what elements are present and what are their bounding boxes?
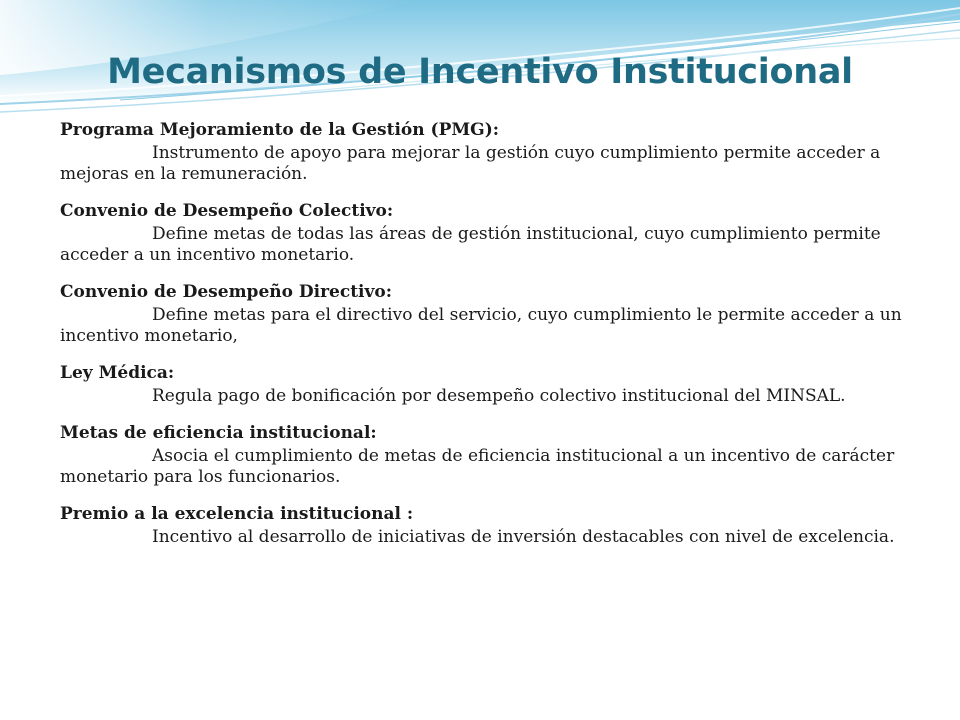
item-title: Programa Mejoramiento de la Gestión (PMG): — [60, 120, 500, 140]
list-item — [60, 423, 910, 488]
incentive-list — [60, 120, 910, 564]
slide-title: Mecanismos de Incentivo Institucional — [107, 52, 853, 92]
list-item — [60, 282, 910, 347]
item-title: Convenio de Desempeño Colectivo: — [60, 201, 394, 221]
item-title: Convenio de Desempeño Directivo: — [60, 282, 392, 302]
list-item — [60, 201, 910, 266]
list-item — [60, 363, 910, 407]
item-description: Define metas para el directivo del servicio, cuyo cumplimiento le permite acceder a un incentivo monetario, — [60, 305, 902, 346]
item-title: Ley Médica: — [60, 363, 175, 383]
item-description: Define metas de todas las áreas de gestión institucional, cuyo cumplimiento permite acceder a un incentivo monetario. — [60, 224, 881, 265]
item-description: Regula pago de bonificación por desempeño colectivo institucional del MINSAL. — [152, 386, 846, 406]
list-item — [60, 120, 910, 185]
item-title: Metas de eficiencia institucional: — [60, 423, 377, 443]
list-item — [60, 504, 910, 548]
item-description: Incentivo al desarrollo de iniciativas de inversión destacables con nivel de excelencia. — [152, 527, 895, 547]
item-title: Premio a la excelencia institucional : — [60, 504, 414, 524]
item-description: Asocia el cumplimiento de metas de eficiencia institucional a un incentivo de carácter monetario para los funcionarios. — [60, 446, 895, 487]
item-description: Instrumento de apoyo para mejorar la gestión cuyo cumplimiento permite acceder a mejoras en la remuneración. — [60, 143, 881, 184]
